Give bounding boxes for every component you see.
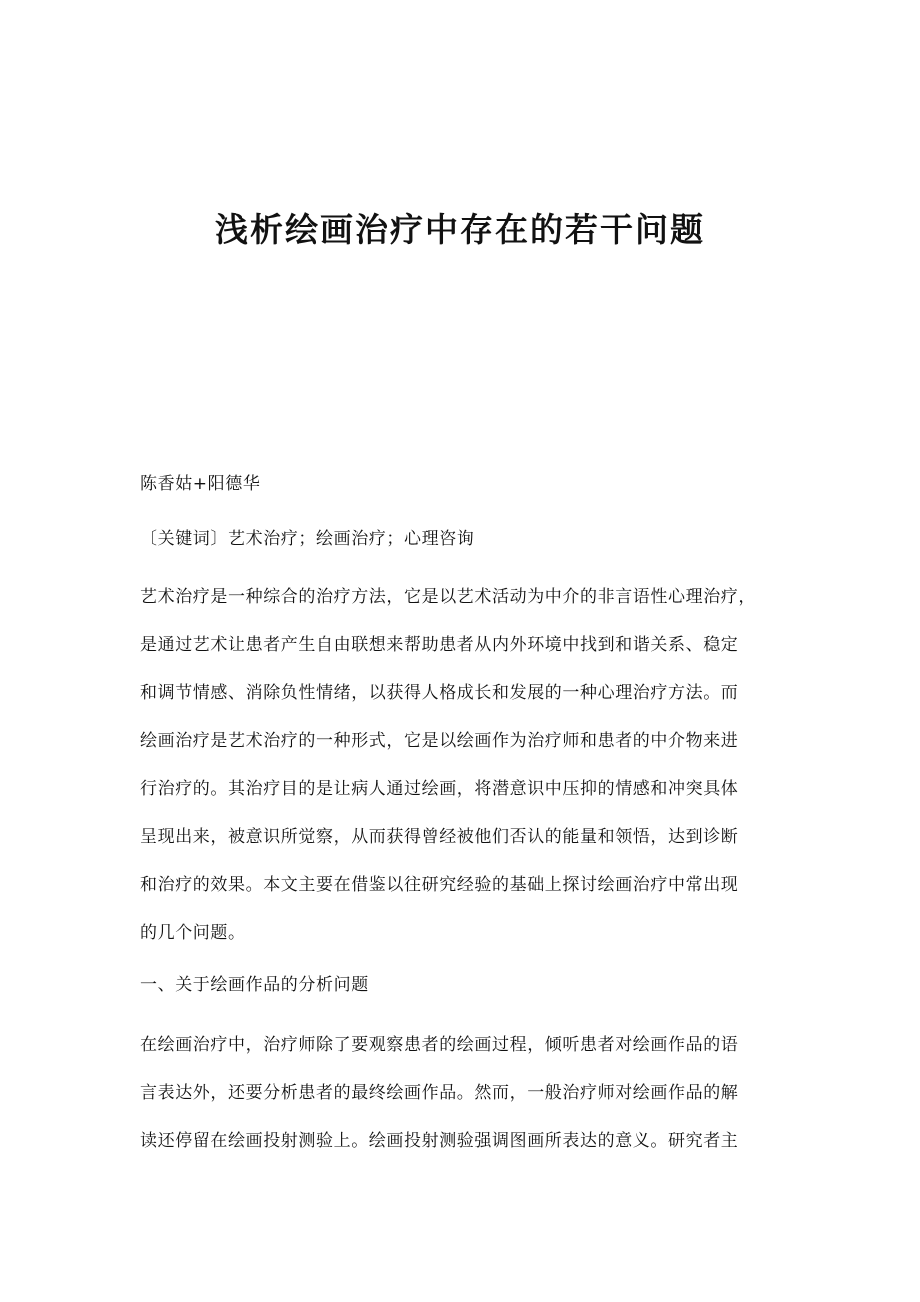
paragraph-line: 和调节情感、消除负性情绪，以获得人格成长和发展的一种心理治疗方法。而 [140,683,739,703]
paragraph-section1 [140,1021,780,1165]
paragraph-line: 绘画治疗是艺术治疗的一种形式，它是以绘画作为治疗师和患者的中介物来进 [140,731,739,751]
paragraph-line: 的几个问题。 [140,923,246,943]
document-title: 浅析绘画治疗中存在的若干问题 [215,210,705,249]
paragraph-line: 行治疗的。其治疗目的是让病人通过绘画，将潜意识中压抑的情感和冲突具体 [140,779,739,799]
author-line: 陈香姑+阳德华 [140,474,261,494]
paragraph-intro [140,573,780,957]
paragraph-line: 言表达外，还要分析患者的最终绘画作品。然而，一般治疗师对绘画作品的解 [140,1083,739,1103]
paragraph-line: 是通过艺术让患者产生自由联想来帮助患者从内外环境中找到和谐关系、稳定 [140,635,739,655]
paragraph-line: 读还停留在绘画投射测验上。绘画投射测验强调图画所表达的意义。研究者主 [140,1131,739,1151]
keywords-line: 〔关键词〕艺术治疗；绘画治疗；心理咨询 [140,529,475,549]
paragraph-line: 呈现出来，被意识所觉察，从而获得曾经被他们否认的能量和领悟，达到诊断 [140,827,739,847]
section-heading: 一、关于绘画作品的分析问题 [140,975,369,995]
paragraph-line: 艺术治疗是一种综合的治疗方法，它是以艺术活动为中介的非言语性心理治疗， [140,587,756,607]
paragraph-line: 在绘画治疗中，治疗师除了要观察患者的绘画过程，倾听患者对绘画作品的语 [140,1035,739,1055]
paragraph-line: 和治疗的效果。本文主要在借鉴以往研究经验的基础上探讨绘画治疗中常出现 [140,875,739,895]
